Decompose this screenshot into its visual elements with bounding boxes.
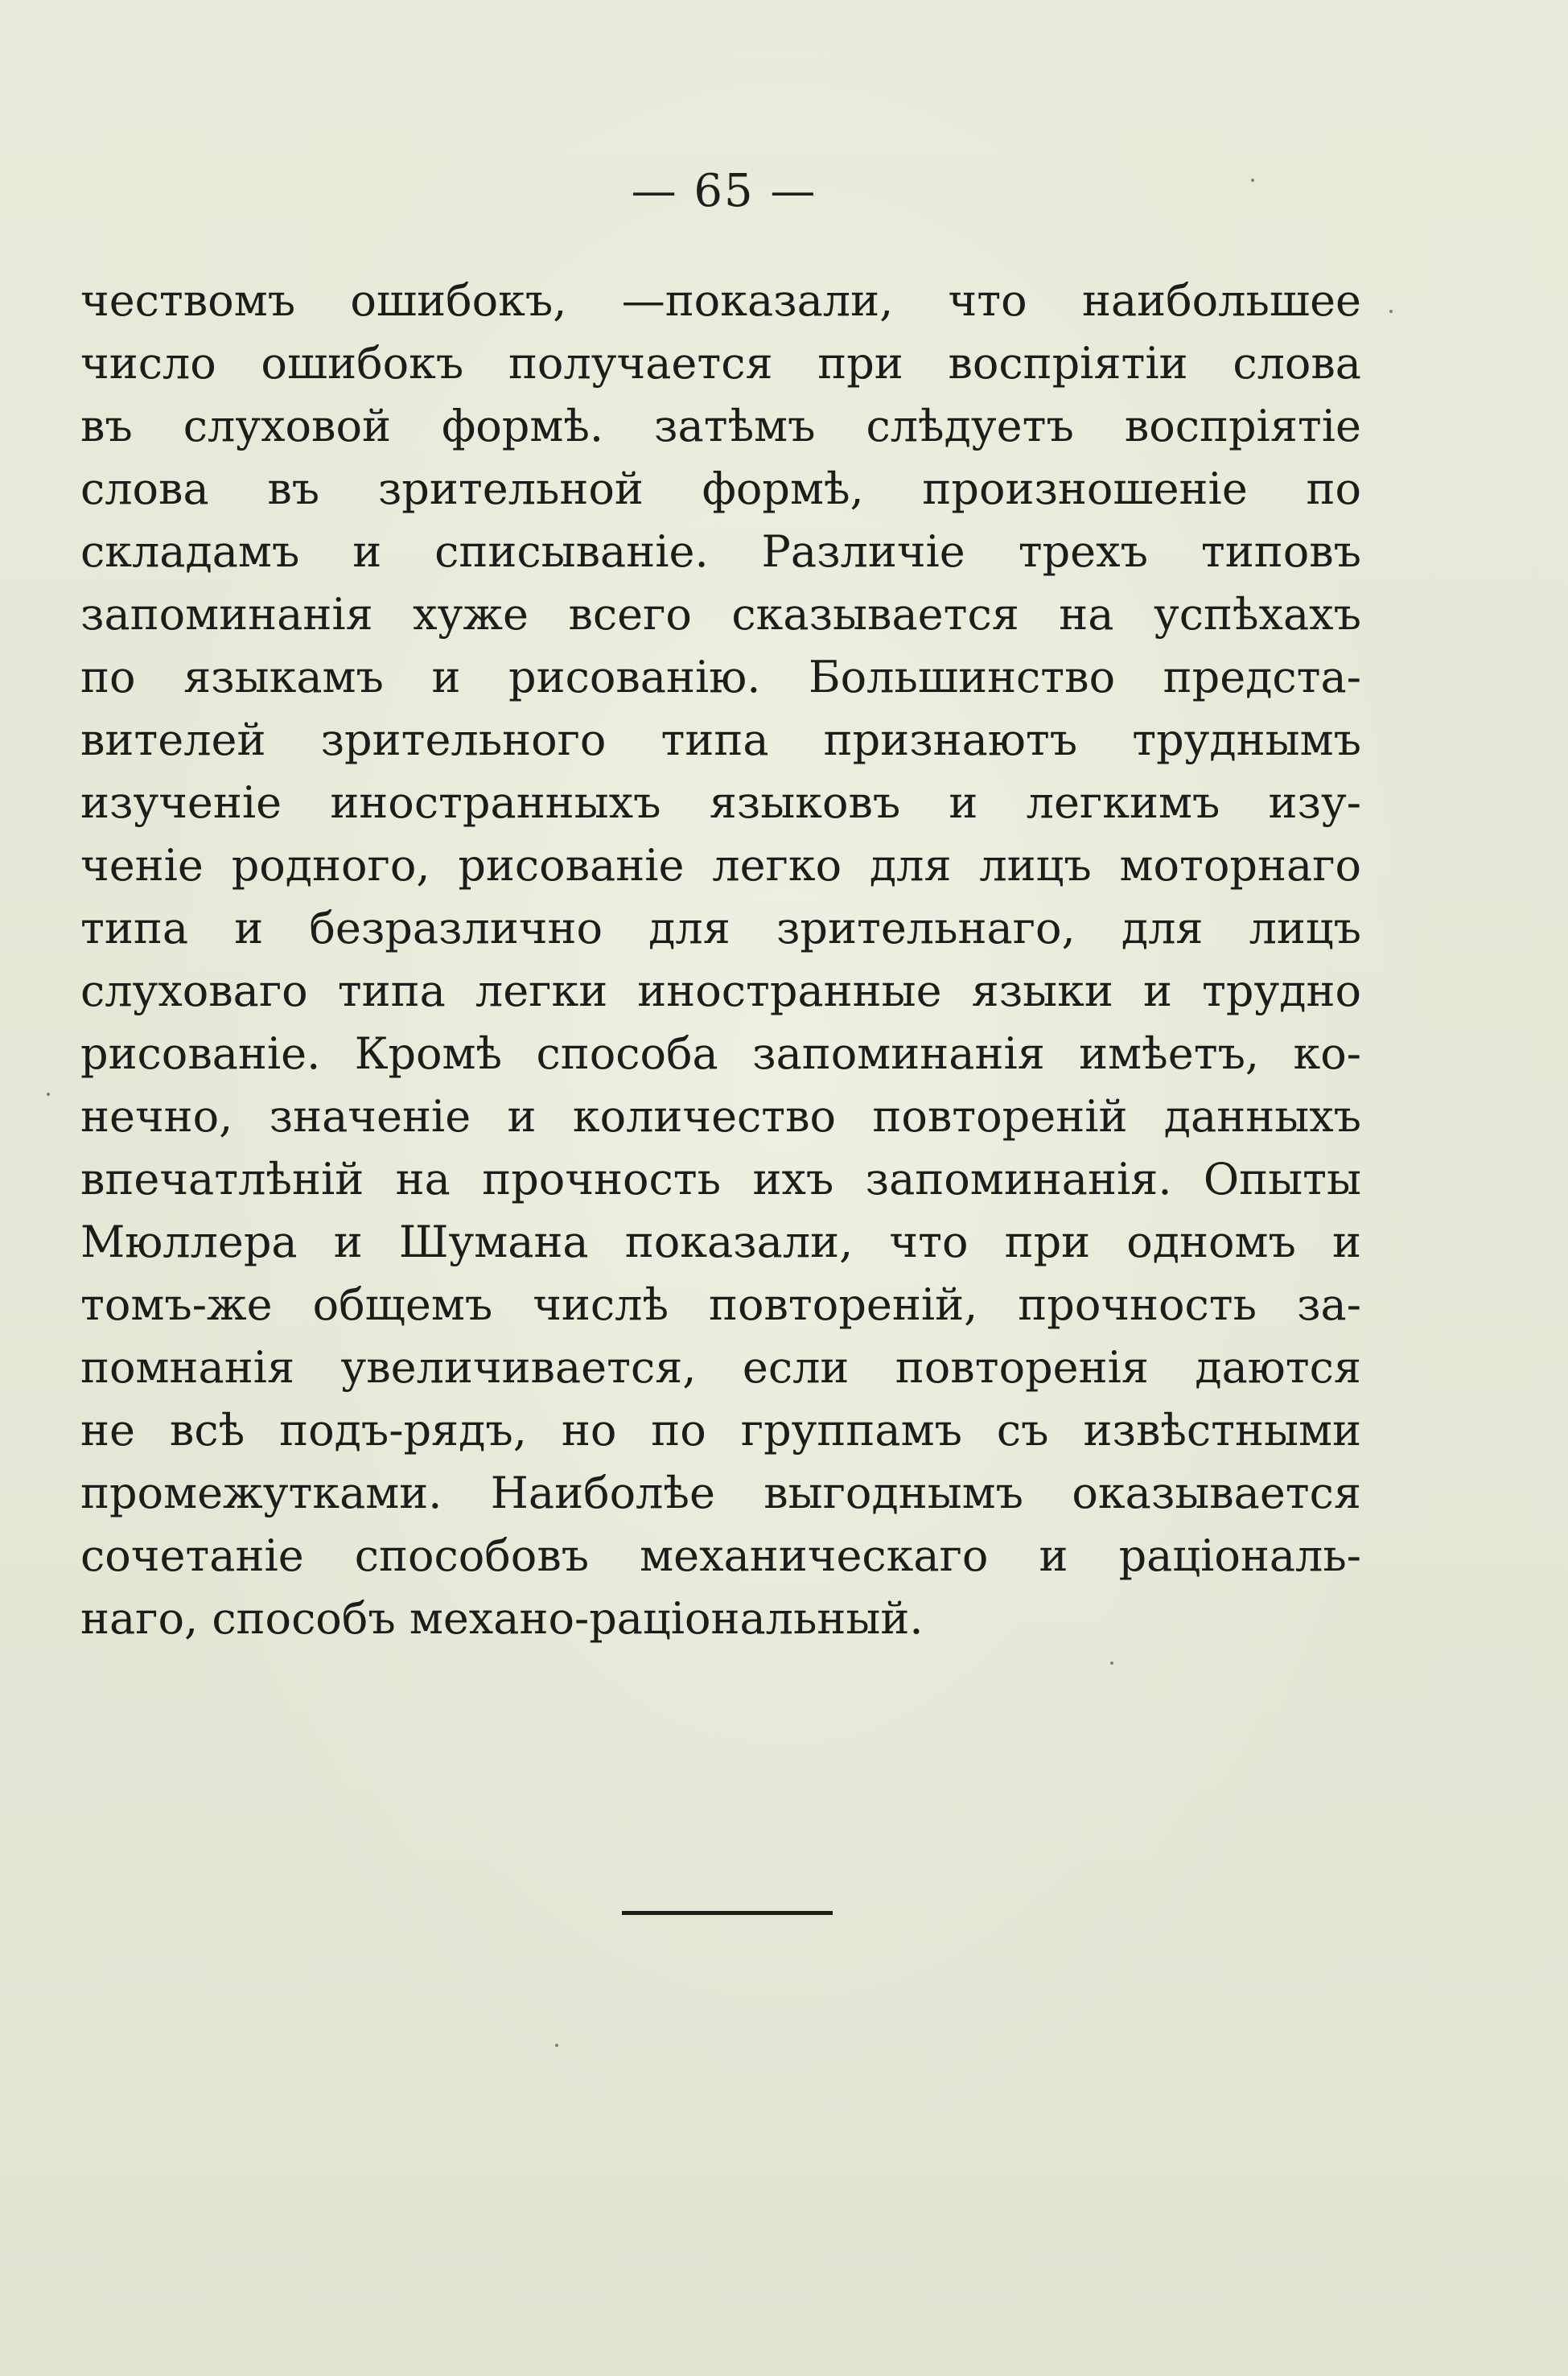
text-line: по языкамъ и рисованію. Большинство предста-: [80, 652, 1361, 702]
paper-speck: [555, 2044, 558, 2047]
text-line: въ слуховой формѣ. затѣмъ слѣдуетъ воспріятіе: [80, 401, 1361, 451]
body-text: [80, 270, 1361, 1650]
text-line: изученіе иностранныхъ языковъ и легкимъ изу-: [80, 777, 1361, 828]
text-line: не всѣ подъ-рядъ, но по группамъ съ извѣстными: [80, 1405, 1361, 1456]
text-line: нечно, значеніе и количество повтореній данныхъ: [80, 1091, 1361, 1142]
text-line: вителей зрительного типа признаютъ труднымъ: [80, 714, 1361, 765]
text-line: слуховаго типа легки иностранные языки и трудно: [80, 966, 1361, 1016]
paper-speck: [1389, 310, 1393, 313]
text-line: Мюллера и Шумана показали, что при одномъ и: [80, 1217, 1361, 1267]
text-line: типа и безразлично для зрительнаго, для лицъ: [80, 903, 1361, 953]
text-line: чествомъ ошибокъ, —показали, что наибольшее: [80, 275, 1361, 326]
page-number: — 65 —: [631, 165, 817, 217]
end-rule-divider: [622, 1911, 833, 1915]
text-line: сочетаніе способовъ механическаго и раціональ-: [80, 1530, 1361, 1581]
text-line-last: наго, способъ механо-раціональный.: [80, 1593, 924, 1644]
paper-speck: [1251, 179, 1254, 182]
paper-speck: [1110, 1662, 1113, 1665]
text-line: впечатлѣній на прочность ихъ запоминанія. Опыты: [80, 1154, 1361, 1204]
text-line: складамъ и списываніе. Различіе трехъ типовъ: [80, 526, 1361, 577]
text-line: помнанія увеличивается, если повторенія даются: [80, 1342, 1361, 1393]
text-line: число ошибокъ получается при воспріятіи слова: [80, 338, 1361, 389]
text-line: томъ-же общемъ числѣ повтореній, прочность за-: [80, 1279, 1361, 1330]
text-line: ченіе родного, рисованіе легко для лицъ моторнаго: [80, 840, 1361, 891]
paper-speck: [47, 1093, 50, 1096]
text-line: слова въ зрительной формѣ, произношеніе по: [80, 463, 1361, 514]
text-line: рисованіе. Кромѣ способа запоминанія имѣетъ, ко-: [80, 1028, 1361, 1079]
text-line: промежутками. Наиболѣе выгоднымъ оказывается: [80, 1468, 1361, 1518]
text-line: запоминанія хуже всего сказывается на успѣхахъ: [80, 589, 1361, 640]
